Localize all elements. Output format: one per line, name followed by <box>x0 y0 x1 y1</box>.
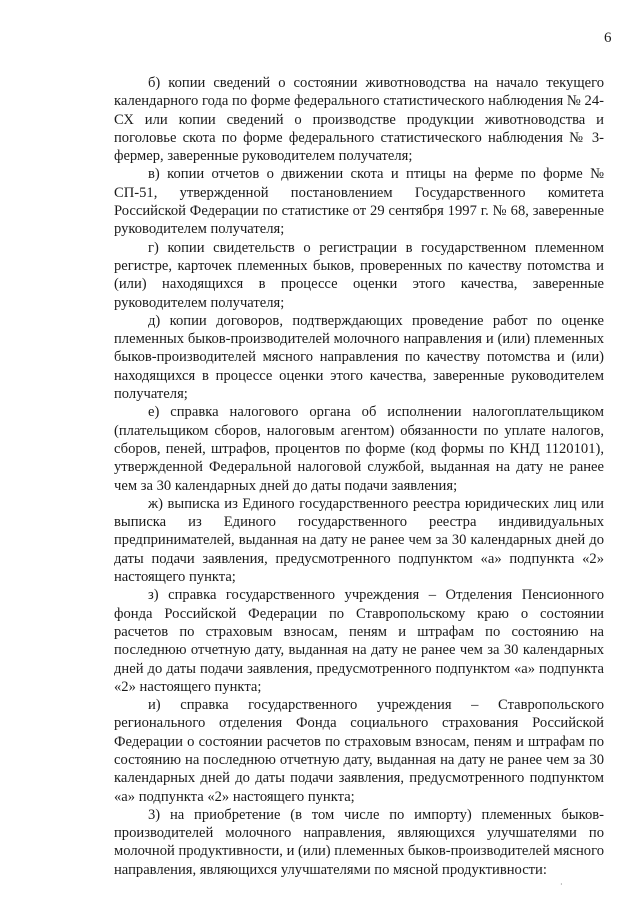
paragraph-i: и) справка государственного учреждения – Ставропольского регионального отделения Фонда социального страхования Российской Федерации о состоянии расчетов по страховым взносам, пеням и штрафам по состоянию на последнюю отчетную дату, выданная на дату не ранее чем за 30 календарных дней до даты подачи заявления, предусмотренного подпунктом «а» подпункта «2» настоящего пункта; <box>114 697 604 805</box>
paragraph-3: 3) на приобретение (в том числе по импорту) племенных быков-производителей молочного направления, являющихся улучшателями по молочной продуктивности, и (или) племенных быков-производителей мясного направления, являющихся улучшателями по мясной продуктивности: <box>114 806 604 878</box>
paragraph-b: б) копии сведений о состоянии животноводства на начало текущего календарного года по форме федерального статистического наблюдения № 24-СХ или копии сведений о производстве продукции животноводства и поголовье скота по форме федерального статистического наблюдения № 3-фермер, заверенные руководителем получателя; <box>114 75 604 165</box>
paragraph-g: г) копии свидетельств о регистрации в государственном племенном регистре, карточек племенных быков, проверенных по качеству потомства и (или) находящихся в процессе оценки этого качества, заверенные руководителем получателя; <box>114 239 604 311</box>
paragraph-d: д) копии договоров, подтверждающих проведение работ по оценке племенных быков-производителей молочного направления и (или) племенных быков-производителей мясного направления по качеству потомства и (или) находящихся в процессе оценки этого качества, заверенные руководителем получателя; <box>114 312 604 403</box>
scan-mark: · <box>560 880 563 889</box>
paragraph-e: е) справка налогового органа об исполнении налогоплательщиком (плательщиком сборов, налоговым агентом) обязанности по уплате налогов, сборов, пеней, штрафов, процентов по форме (код формы по КНД 1120101), утвержденной Федеральной налоговой службой, выданная на дату не ранее чем за 30 календарных дней до даты подачи заявления; <box>114 404 604 494</box>
document-body <box>114 74 604 879</box>
paragraph-v: в) копии отчетов о движении скота и птицы на ферме по форме № СП-51, утвержденной постановлением Государственного комитета Российской Федерации по статистике от 29 сентября 1997 г. № 68, заверенные руководителем получателя; <box>114 166 604 238</box>
paragraph-zh: ж) выписка из Единого государственного реестра юридических лиц или выписка из Единого государственного реестра индивидуальных предпринимателей, выданная на дату не ранее чем за 30 календарных дней до даты подачи заявления, предусмотренного подпунктом «а» подпункта «2» настоящего пункта; <box>114 495 604 586</box>
page-number: 6 <box>604 30 612 46</box>
paragraph-z: з) справка государственного учреждения – Отделения Пенсионного фонда Российской Федерации по Ставропольскому краю о состоянии расчетов по страховым взносам, пеням и штрафам по состоянию на последнюю отчетную дату, выданная на дату не ранее чем за 30 календарных дней до даты подачи заявления, предусмотренного подпунктом «а» подпункта «2» настоящего пункта; <box>114 587 604 695</box>
